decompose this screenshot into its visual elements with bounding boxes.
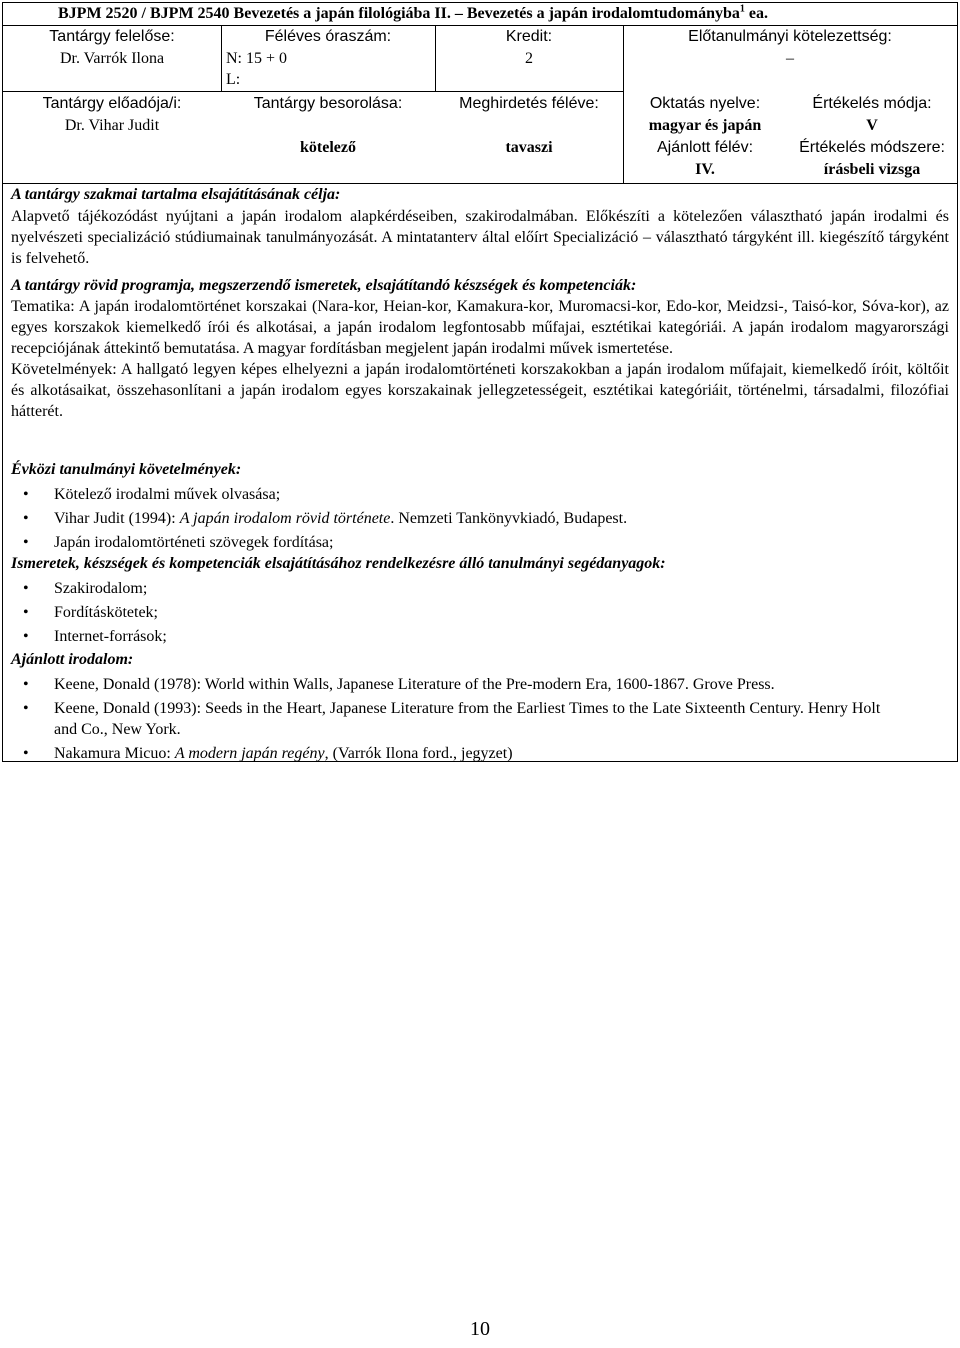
felelos-label: Tantárgy felelőse: [49, 28, 175, 45]
list-item: • Internet-források; [11, 626, 949, 647]
book-title: A japán irodalom rövid története [179, 510, 391, 527]
section-heading: Évközi tanulmányi követelmények: [11, 461, 242, 478]
kredit-value: 2 [525, 50, 533, 67]
list-item: • Fordításkötetek; [11, 602, 949, 623]
segedanyag-list [11, 578, 949, 647]
meghirdetes-label: Meghirdetés féléve: [459, 95, 599, 112]
ajanlott-label: Ajánlott félév: [656, 139, 754, 156]
divider [3, 91, 623, 92]
irodalom-section [11, 649, 949, 764]
list-item: • Keene, Donald (1993): Seeds in the Heart, Japanese Literature from the Earliest Times to the Late Sixteenth Century. Henry Holt and Co., New York. [11, 698, 949, 740]
felelos-value: Dr. Varrók Ilona [59, 50, 165, 67]
ertekeles-modszer-value: írásbeli vizsga [823, 161, 921, 178]
list-item: • Japán irodalomtörténeti szövegek fordítása; [11, 532, 949, 553]
oraszam-n: N: 15 + 0 [226, 50, 288, 67]
course-title [3, 3, 957, 26]
cel-text: Alapvető tájékozódást nyújtani a japán irodalom alapkérdéseiben, szakirodalmában. Előkészíti a kötelezően választható japán irodalmi és nyelvészeti specializáció stúdiumainak tanulmányozását. A mintatanterv által előírt Specializáció – választható tárgyként ill. kiegészítő tárgyként is felvehető. [11, 208, 949, 267]
nyelv-value: magyar és japán [648, 117, 762, 134]
program-section [11, 275, 949, 422]
book-title: A modern japán regény [174, 745, 325, 762]
page-number: 10 [470, 1318, 490, 1340]
eloado-label: Tantárgy előadója/i: [42, 95, 182, 112]
course-title-text: BJPM 2520 / BJPM 2540 Bevezetés a japán filológiába II. – Bevezetés a japán irodalomtudományba [58, 5, 740, 22]
segedanyag-section [11, 553, 949, 647]
kovetelmenyek-text: Követelmények: A hallgató legyen képes elhelyezni a japán irodalomtörténeti korszakokban a japán irodalom műfajait, kiemelkedő íróit, költőit és alkotásaikat, összehasonlítani a japán irodalom egyes korszakainak jellegzetességeit, esztétikai kategóriáit, történelmi, társadalmi, filozófiai hátterét. [11, 361, 949, 420]
list-item: • Szakirodalom; [11, 578, 949, 599]
elotanulmanyi-label: Előtanulmányi kötelezettség: [688, 28, 892, 45]
tematika-text: Tematika: A japán irodalomtörténet korszakai (Nara-kor, Heian-kor, Kamakura-kor, Muromacsi-kor, Edo-kor, Meidzsi-, Taisó-kor, Sóva-kor), az egyes korszakok kiemelkedő írói és alkotásai, a japán irodalom legfontosabb műfajai, esztétikai kategóriái. A japán irodalom magyarországi recepciójának áttekintő bemutatása. A magyar fordításban megjelent japán irodalmi művek ismertetése. [11, 298, 949, 357]
ertekeles-mod-value: V [866, 117, 878, 134]
oraszam-l: L: [226, 71, 241, 88]
elotanulmanyi-value: – [786, 50, 794, 67]
list-item: • Keene, Donald (1978): World within Walls, Japanese Literature of the Pre-modern Era, 1600-1867. Grove Press. [11, 674, 949, 695]
ertekeles-mod-label: Értékelés módja: [812, 95, 932, 112]
evkozi-section [11, 459, 949, 553]
list-item: • Vihar Judit (1994): A japán irodalom rövid története. Nemzeti Tankönyvkiadó, Budapest. [11, 508, 949, 529]
irodalom-list [11, 674, 949, 764]
besorolas-label: Tantárgy besorolása: [253, 95, 403, 112]
eloado-value: Dr. Vihar Judit [64, 117, 160, 134]
meghirdetes-value: tavaszi [505, 139, 553, 156]
list-item: • Nakamura Micuo: A modern japán regény, (Varrók Ilona ford., jegyzet) [11, 743, 949, 764]
oraszam-label: Féléves óraszám: [264, 28, 392, 45]
course-sheet [2, 2, 958, 762]
cel-section [11, 184, 949, 269]
footnote-marker: 1 [739, 3, 745, 15]
ajanlott-value: IV. [695, 161, 715, 178]
section-heading: Ismeretek, készségek és kompetenciák elsajátításához rendelkezésre álló tanulmányi segédanyagok: [11, 555, 666, 572]
ertekeles-modszer-label: Értékelés módszere: [799, 139, 945, 156]
evkozi-list [11, 484, 949, 553]
nyelv-label: Oktatás nyelve: [649, 95, 761, 112]
course-title-suffix: ea. [744, 5, 769, 22]
section-heading: A tantárgy rövid programja, megszerzendő ismeretek, elsajátítandó készségek és kompetenciák: [11, 277, 637, 294]
list-item: • Kötelező irodalmi művek olvasása; [11, 484, 949, 505]
section-heading: Ajánlott irodalom: [11, 651, 134, 668]
section-heading: A tantárgy szakmai tartalma elsajátításának célja: [11, 186, 341, 203]
besorolas-value: kötelező [300, 139, 356, 156]
kredit-label: Kredit: [505, 28, 553, 45]
